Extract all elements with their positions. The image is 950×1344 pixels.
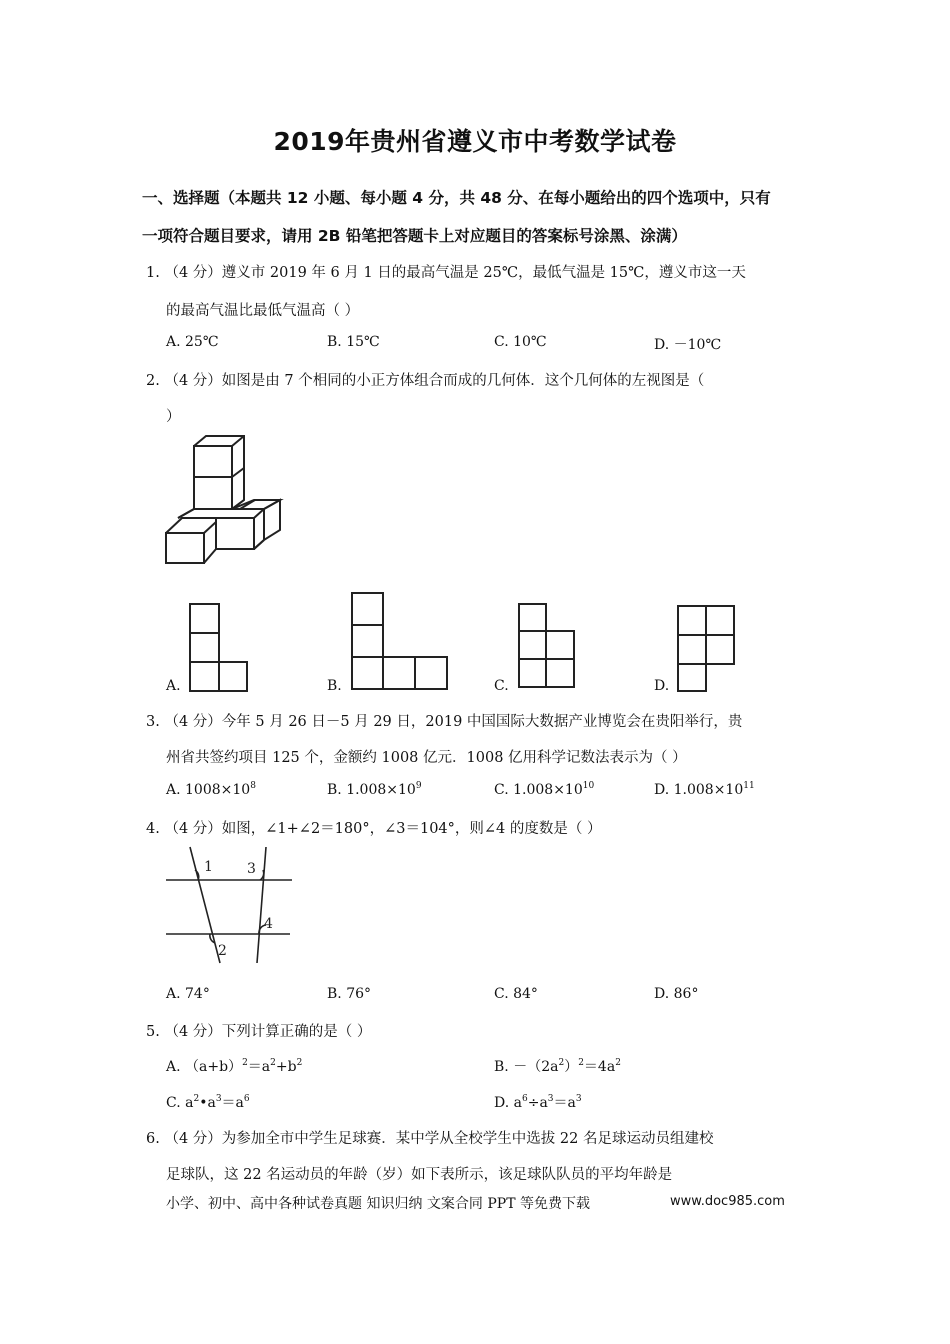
q3-option-b: B. $1.008\times 10^9$ — [327, 781, 422, 798]
page-title: 2019年贵州省遵义市中考数学试卷 — [273, 127, 677, 156]
q5-option-a: A. $(a+b)^2=a^2+b^2$ — [166, 1058, 303, 1075]
q2-text-line1: 2. （4 分）如图是由 7 个相同的小正方体组合而成的几何体．这个几何体的左视图是（ — [146, 373, 705, 389]
q2-text-line2: ） — [166, 409, 181, 425]
q5-option-d: D. $a^6\div a^3=a^3$ — [494, 1094, 582, 1111]
q2-option-d-figure — [677, 605, 737, 693]
q2-option-c-figure — [518, 603, 578, 689]
q1-option-d: D. －10℃ — [654, 337, 722, 353]
q4-option-c: C. 84° — [494, 986, 538, 1002]
cube-solid-figure — [160, 430, 285, 570]
angle-label-4: 4 — [264, 916, 273, 932]
q4-option-a: A. 74° — [166, 986, 210, 1002]
q3-text-line2: 州省共签约项目 125 个，金额约 1008 亿元．1008 亿用科学记数法表示为（ ） — [166, 750, 687, 766]
section-heading-line1: 一、选择题（本题共 12 小题、每小题 4 分，共 48 分、在每小题给出的四个选项中，只有 — [142, 189, 771, 207]
parallel-lines-figure — [162, 843, 297, 968]
q1-option-b: B. 15℃ — [327, 334, 380, 350]
q3-option-c: C. $1.008\times 10^{10}$ — [494, 781, 595, 798]
q6-text-line2: 足球队，这 22 名运动员的年龄（岁）如下表所示，该足球队队员的平均年龄是 — [166, 1167, 673, 1183]
q2-option-a-figure — [189, 603, 249, 693]
section-heading-line2: 一项符合题目要求，请用 2B 铅笔把答题卡上对应题目的答案标号涂黑、涂满） — [142, 227, 687, 245]
footer-url[interactable]: www.doc985.com — [670, 1194, 785, 1209]
q1-option-a: A. 25℃ — [166, 334, 219, 350]
q2-option-b: B. — [327, 678, 342, 694]
q3-option-d: D. $1.008\times 10^{11}$ — [654, 781, 755, 798]
q4-option-d: D. 86° — [654, 986, 699, 1002]
angle-label-3: 3 — [247, 861, 256, 877]
q3-text-line1: 3. （4 分）今年 5 月 26 日－5 月 29 日，2019 中国国际大数据产业博览会在贵阳举行，贵 — [146, 714, 743, 730]
footer-text: 小学、初中、高中各种试卷真题 知识归纳 文案合同 PPT 等免费下载 — [166, 1196, 590, 1212]
q1-option-c: C. 10℃ — [494, 334, 547, 350]
q2-option-a: A. — [166, 678, 181, 694]
q1-text-line2: 的最高气温比最低气温高（ ） — [166, 303, 360, 319]
q6-text-line1: 6. （4 分）为参加全市中学生足球赛．某中学从全校学生中选拔 22 名足球运动员组建校 — [146, 1131, 714, 1147]
q5-text-line1: 5. （4 分）下列计算正确的是（ ） — [146, 1024, 372, 1040]
angle-label-2: 2 — [218, 943, 227, 959]
q2-option-b-figure — [351, 592, 451, 691]
q1-text-line1: 1. （4 分）遵义市 2019 年 6 月 1 日的最高气温是 25℃，最低气温是 15℃，遵义市这一天 — [146, 265, 746, 281]
q5-option-b: B. $-(2a^2)^2=4a^2$ — [494, 1058, 621, 1075]
angle-label-1: 1 — [204, 859, 213, 875]
q5-option-c: C. $a^2•a^3=a^6$ — [166, 1094, 250, 1111]
q2-option-d: D. — [654, 678, 670, 694]
q3-option-a: A. $1008\times 10^8$ — [166, 781, 256, 798]
q4-text-line1: 4. （4 分）如图，∠1+∠2＝180°，∠3＝104°，则∠4 的度数是（ ） — [146, 821, 602, 837]
q4-option-b: B. 76° — [327, 986, 372, 1002]
q2-option-c: C. — [494, 678, 509, 694]
